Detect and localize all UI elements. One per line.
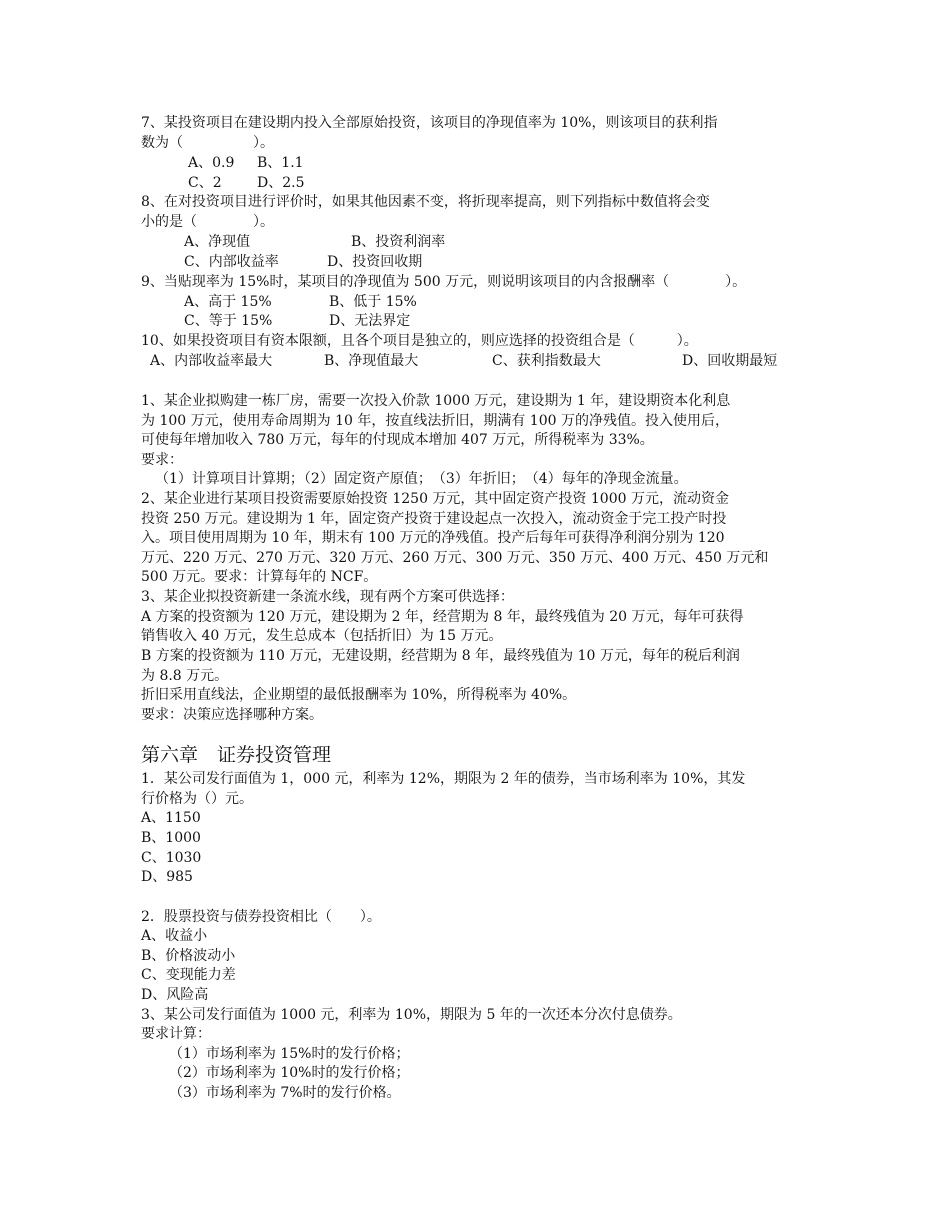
ch6-q3-sub-1: （1）市场利率为 15%时的发行价格；: [169, 1046, 410, 1062]
ch6-q3-line-1: 3、某公司发行面值为 1000 元，利率为 10%，期限为 5 年的一次还本分次付息债券。: [141, 1007, 682, 1023]
ch6-q3-sub-2: （2）市场利率为 10%时的发行价格；: [169, 1065, 410, 1081]
q10-option-c: C、获利指数最大: [492, 353, 601, 369]
calc2-line-2: 投资 250 万元。建设期为 1 年，固定资产投资于建设起点一次投入，流动资金于完工投产时投: [141, 511, 727, 527]
q10-stem: 10、如果投资项目有资本限额，且各个项目是独立的，则应选择的投资组合是（ ）。: [141, 333, 698, 349]
calc2-line-5: 500 万元。要求：计算每年的 NCF。: [141, 569, 378, 585]
q7-stem-cont: 数为（ ）。: [141, 135, 274, 151]
q7-option-d: D、2.5: [257, 175, 305, 191]
calc3-line-4: B 方案的投资额为 110 万元，无建设期，经营期为 8 年，最终残值为 10 万元，每年的税后利润: [141, 648, 740, 664]
calc1-line-3: 可使每年增加收入 780 万元，每年的付现成本增加 407 万元，所得税率为 33%。: [141, 432, 654, 448]
q9-option-d: D、无法界定: [329, 313, 411, 329]
q7-option-a: A、0.9: [188, 155, 235, 171]
ch6-q1-option-d: D、985: [141, 869, 193, 885]
q10-option-d: D、回收期最短: [682, 353, 778, 369]
ch6-q1-line-2: 行价格为（）元。: [141, 791, 253, 807]
calc3-line-3: 销售收入 40 万元，发生总成本（包括折旧）为 15 万元。: [141, 628, 503, 644]
ch6-q1-option-a: A、1150: [141, 810, 201, 826]
q8-stem-cont: 小的是（ ）。: [141, 214, 274, 230]
calc1-requirements: （1）计算项目计算期；（2）固定资产原值； （3）年折旧； （4）每年的净现金流量。: [155, 471, 688, 487]
calc2-line-4: 万元、220 万元、270 万元、320 万元、260 万元、300 万元、350 万元、400 万元、450 万元和: [141, 550, 769, 566]
ch6-q2-line-1: 2．股票投资与债券投资相比（ ）。: [141, 909, 381, 925]
ch6-q1-option-c: C、1030: [141, 850, 202, 866]
calc3-line-2: A 方案的投资额为 120 万元，建设期为 2 年，经营期为 8 年，最终残值为 20 万元，每年可获得: [141, 609, 744, 625]
ch6-q1-line-1: 1．某公司发行面值为 1，000 元，利率为 12%，期限为 2 年的债券，当市场利率为 10%，其发: [141, 771, 746, 787]
q8-stem: 8、在对投资项目进行评价时，如果其他因素不变，将折现率提高，则下列指标中数值将会变: [141, 194, 710, 210]
q8-option-b: B、投资利润率: [351, 234, 446, 250]
q10-option-b: B、净现值最大: [324, 353, 419, 369]
q9-stem: 9、当贴现率为 15%时，某项目的净现值为 500 万元，则说明该项目的内含报酬率（ ）。: [141, 274, 747, 290]
q7-option-b: B、1.1: [257, 155, 304, 171]
q7-option-c: C、2: [188, 175, 222, 191]
ch6-q2-option-d: D、风险高: [141, 987, 209, 1003]
q8-option-a: A、净现值: [184, 234, 251, 250]
ch6-q2-option-a: A、收益小: [141, 928, 208, 944]
calc2-line-1: 2、某企业进行某项目投资需要原始投资 1250 万元，其中固定资产投资 1000 万元，流动资金: [141, 491, 729, 507]
ch6-q3-line-2: 要求计算：: [141, 1026, 211, 1042]
calc3-line-5: 为 8.8 万元。: [141, 668, 229, 684]
calc1-line-2: 为 100 万元，使用寿命周期为 10 年，按直线法折旧，期满有 100 万的净残值。投入使用后，: [141, 413, 729, 429]
calc3-line-7: 要求：决策应选择哪种方案。: [141, 707, 323, 723]
q10-option-a: A、内部收益率最大: [150, 353, 273, 369]
calc3-line-1: 3、某企业拟投资新建一条流水线，现有两个方案可供选择：: [141, 589, 514, 605]
calc2-line-3: 入。项目使用周期为 10 年，期末有 100 万元的净残值。投产后每年可获得净利润分别为 120: [141, 530, 725, 546]
calc1-line-1: 1、某企业拟购建一栋厂房，需要一次投入价款 1000 万元，建设期为 1 年，建设期资本化利息: [141, 393, 731, 409]
q9-option-a: A、高于 15%: [184, 294, 272, 310]
chapter-heading: 第六章 证券投资管理: [141, 744, 332, 766]
q7-stem: 7、某投资项目在建设期内投入全部原始投资，该项目的净现值率为 10%，则该项目的获利指: [141, 115, 718, 131]
ch6-q3-sub-3: （3）市场利率为 7%时的发行价格。: [169, 1085, 401, 1101]
ch6-q2-option-b: B、价格波动小: [141, 948, 236, 964]
q9-option-b: B、低于 15%: [329, 294, 417, 310]
calc3-line-6: 折旧采用直线法，企业期望的最低报酬率为 10%，所得税率为 40%。: [141, 687, 577, 703]
calc1-line-4: 要求：: [141, 452, 183, 468]
ch6-q2-option-c: C、变现能力差: [141, 967, 236, 983]
q8-option-d: D、投资回收期: [327, 254, 423, 270]
q8-option-c: C、内部收益率: [184, 254, 279, 270]
ch6-q1-option-b: B、1000: [141, 830, 201, 846]
q9-option-c: C、等于 15%: [184, 313, 273, 329]
